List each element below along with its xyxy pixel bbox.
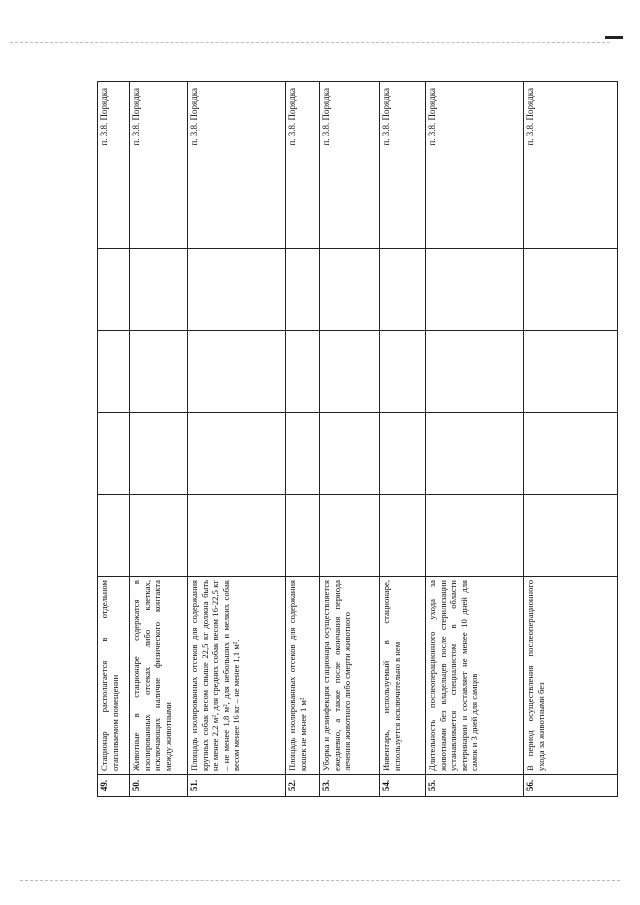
requirement-text: Площадь изолированных отсеков для содержания крупных собак весом свыше 22,5 кг должна быть не менее 2,2 м², для средних собак весом 16-22,5 кг – не менее 1,8 м², для небольших и мелких собак весом менее 16 кг – не менее 1,1 м². [188, 577, 286, 775]
row-number: 53. [320, 775, 380, 797]
empty-cell [380, 495, 426, 577]
row-number: 51. [188, 775, 286, 797]
empty-cell [380, 249, 426, 331]
table-row [380, 82, 426, 797]
row-number: 54. [380, 775, 426, 797]
table-row [188, 82, 286, 797]
legal-reference: п. 3.8. Порядка [524, 82, 618, 249]
requirement-text: Длительность послеоперационного ухода за животными без владельцев после стерилизации устанавливается специалистом в области ветеринарии и составляет не менее 10 дней для самок и 3 дней для самцов [426, 577, 524, 775]
empty-cell [188, 331, 286, 413]
empty-cell [320, 249, 380, 331]
empty-cell [426, 495, 524, 577]
empty-cell [524, 413, 618, 495]
empty-cell [98, 331, 130, 413]
empty-cell [524, 249, 618, 331]
empty-cell [380, 413, 426, 495]
requirement-text: В период осуществления послеоперационного ухода за животными без [524, 577, 618, 775]
legal-reference: п. 3.8. Порядка [426, 82, 524, 249]
empty-cell [188, 249, 286, 331]
table-row [130, 82, 188, 797]
row-number: 55. [426, 775, 524, 797]
empty-cell [188, 413, 286, 495]
empty-cell [320, 331, 380, 413]
requirement-text: Животные в стационаре содержатся в изолированных отсеках либо клетках, исключающих наличие физического контакта между животными [130, 577, 188, 775]
legal-reference: п. 3.8. Порядка [320, 82, 380, 249]
requirement-text: Стационар располагается в отдельном отапливаемом помещении [98, 577, 130, 775]
scan-artifact-top [10, 42, 610, 43]
empty-cell [130, 413, 188, 495]
table-row [98, 82, 130, 797]
legal-reference: п. 3.8. Порядка [286, 82, 320, 249]
requirement-text: Площадь изолированных отсеков для содержания кошек не менее 1 м² [286, 577, 320, 775]
requirements-table [97, 81, 618, 797]
row-number: 52. [286, 775, 320, 797]
requirement-text: Инвентарь, используемый в стационаре, используется исключительно в нем [380, 577, 426, 775]
empty-cell [130, 249, 188, 331]
empty-cell [524, 495, 618, 577]
empty-cell [130, 495, 188, 577]
empty-cell [98, 249, 130, 331]
requirement-text: Уборка и дезинфекция стационара осуществляется ежедневно, а также после окончания периода лечения животного либо смерти животного [320, 577, 380, 775]
table-row [524, 82, 618, 797]
empty-cell [286, 495, 320, 577]
empty-cell [320, 495, 380, 577]
rotated-document-page [97, 82, 617, 797]
empty-cell [286, 331, 320, 413]
empty-cell [426, 413, 524, 495]
empty-cell [286, 249, 320, 331]
legal-reference: п. 3.8. Порядка [98, 82, 130, 249]
row-number: 49. [98, 775, 130, 797]
table-row [426, 82, 524, 797]
table-row [286, 82, 320, 797]
empty-cell [188, 495, 286, 577]
empty-cell [320, 413, 380, 495]
empty-cell [380, 331, 426, 413]
empty-cell [426, 249, 524, 331]
empty-cell [98, 495, 130, 577]
empty-cell [98, 413, 130, 495]
scan-mark [605, 36, 623, 39]
row-number: 50. [130, 775, 188, 797]
empty-cell [130, 331, 188, 413]
table-row [320, 82, 380, 797]
empty-cell [286, 413, 320, 495]
empty-cell [524, 331, 618, 413]
legal-reference: п. 3.8. Порядка [130, 82, 188, 249]
legal-reference: п. 3.8. Порядка [188, 82, 286, 249]
empty-cell [426, 331, 524, 413]
row-number: 56. [524, 775, 618, 797]
scan-artifact-bottom [20, 880, 620, 881]
legal-reference: п. 3.8. Порядка [380, 82, 426, 249]
